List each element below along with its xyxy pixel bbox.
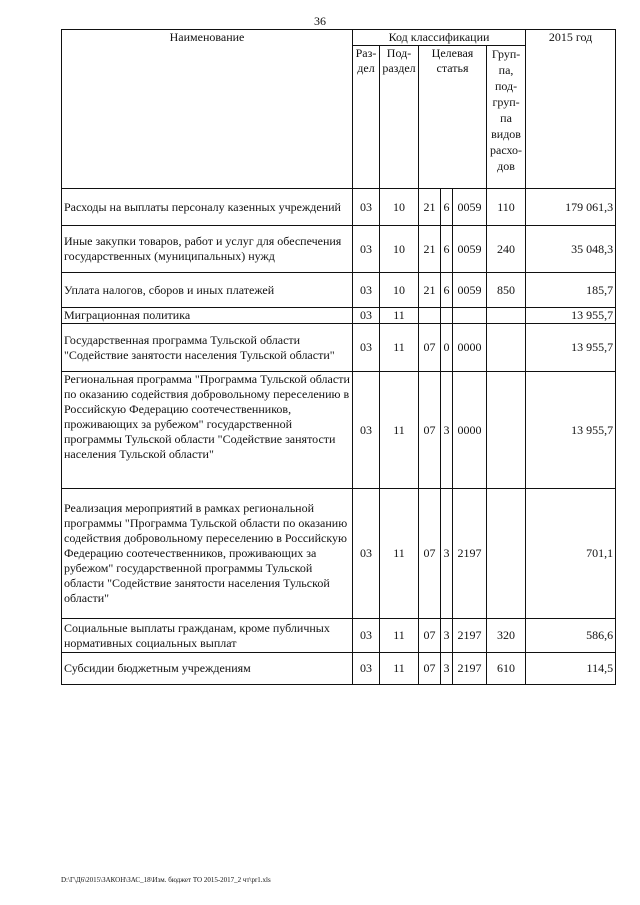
row-podrazdel: 10 [380,189,419,226]
row-vr [487,324,526,372]
table-header [62,30,616,189]
row-cs-program: 21 [419,226,441,273]
row-name: Субсидии бюджетным учреждениям [62,653,353,685]
row-cs-direction: 0059 [453,189,487,226]
row-cs-subprogram [441,308,453,324]
row-vr [487,308,526,324]
row-podrazdel: 11 [380,653,419,685]
table-row [62,489,616,619]
table-row [62,189,616,226]
row-razdel: 03 [353,489,380,619]
row-cs-direction: 2197 [453,489,487,619]
file-path-footer: D:\Г\Д6\2015\ЗАКОН\ЗАС_18\Изм. бюджет ТО 2015-2017_2 чт\pr1.xls [61,876,271,884]
row-cs-direction: 2197 [453,653,487,685]
row-amount: 179 061,3 [526,189,616,226]
row-cs-program: 21 [419,273,441,308]
row-amount: 13 955,7 [526,324,616,372]
row-razdel: 03 [353,226,380,273]
row-vr: 320 [487,619,526,653]
row-cs-program: 07 [419,324,441,372]
header-name: Наименование [62,30,353,189]
row-podrazdel: 11 [380,324,419,372]
row-vr: 610 [487,653,526,685]
table-row [62,273,616,308]
row-podrazdel: 11 [380,372,419,489]
row-name: Расходы на выплаты персоналу казенных учреждений [62,189,353,226]
row-vr: 110 [487,189,526,226]
row-name: Региональная программа "Программа Тульской области по оказанию содействия добровольному переселению в Российскую Федерацию соотечественников, проживающих за рубежом" государственной программы Тульской области "Содействие занятости населения Тульской области" [62,372,353,489]
row-vr [487,372,526,489]
row-amount: 701,1 [526,489,616,619]
row-cs-direction: 0059 [453,273,487,308]
page-number: 36 [314,14,326,28]
row-name: Реализация мероприятий в рамках региональной программы "Программа Тульской области по оказанию содействия добровольному переселению в Российскую Федерацию соотечественников, проживающих за рубежом" государственной программы Тульской области "Содействие занятости населения Тульской области" [62,489,353,619]
row-amount: 114,5 [526,653,616,685]
row-cs-program: 21 [419,189,441,226]
row-razdel: 03 [353,619,380,653]
row-cs-subprogram: 6 [441,226,453,273]
header-gruppa: Груп- па, под- груп- па видов расхо- дов [487,46,526,189]
row-vr: 850 [487,273,526,308]
row-razdel: 03 [353,324,380,372]
row-name: Уплата налогов, сборов и иных платежей [62,273,353,308]
header-year: 2015 год [526,30,616,189]
row-razdel: 03 [353,653,380,685]
row-amount: 35 048,3 [526,226,616,273]
row-cs-direction: 0059 [453,226,487,273]
row-name: Иные закупки товаров, работ и услуг для обеспечения государственных (муниципальных) нужд [62,226,353,273]
row-razdel: 03 [353,273,380,308]
row-cs-direction: 0000 [453,372,487,489]
table-row [62,653,616,685]
table-row [62,308,616,324]
row-cs-subprogram: 6 [441,273,453,308]
header-tselevaya: Целевая статья [419,46,487,189]
row-cs-subprogram: 3 [441,653,453,685]
row-amount: 586,6 [526,619,616,653]
row-cs-direction: 2197 [453,619,487,653]
row-name: Миграционная политика [62,308,353,324]
row-amount: 13 955,7 [526,372,616,489]
table-row [62,324,616,372]
row-podrazdel: 10 [380,226,419,273]
row-cs-subprogram: 3 [441,489,453,619]
row-cs-subprogram: 0 [441,324,453,372]
row-podrazdel: 11 [380,308,419,324]
row-podrazdel: 10 [380,273,419,308]
row-cs-direction: 0000 [453,324,487,372]
row-amount: 185,7 [526,273,616,308]
table-row [62,372,616,489]
table-body [62,189,616,685]
row-cs-program: 07 [419,619,441,653]
row-name: Социальные выплаты гражданам, кроме публичных нормативных социальных выплат [62,619,353,653]
row-name: Государственная программа Тульской области "Содействие занятости населения Тульской области" [62,324,353,372]
row-podrazdel: 11 [380,619,419,653]
row-vr [487,489,526,619]
row-cs-subprogram: 6 [441,189,453,226]
row-razdel: 03 [353,308,380,324]
row-cs-program: 07 [419,489,441,619]
header-razdel: Раз- дел [353,46,380,189]
row-amount: 13 955,7 [526,308,616,324]
row-cs-program: 07 [419,372,441,489]
table-row [62,226,616,273]
row-cs-subprogram: 3 [441,619,453,653]
row-razdel: 03 [353,372,380,489]
row-cs-program: 07 [419,653,441,685]
row-cs-program [419,308,441,324]
table-row [62,619,616,653]
header-podrazdel: Под- раздел [380,46,419,189]
row-podrazdel: 11 [380,489,419,619]
row-razdel: 03 [353,189,380,226]
header-code: Код классификации [353,30,526,46]
budget-table [61,29,616,685]
row-cs-direction [453,308,487,324]
row-vr: 240 [487,226,526,273]
row-cs-subprogram: 3 [441,372,453,489]
